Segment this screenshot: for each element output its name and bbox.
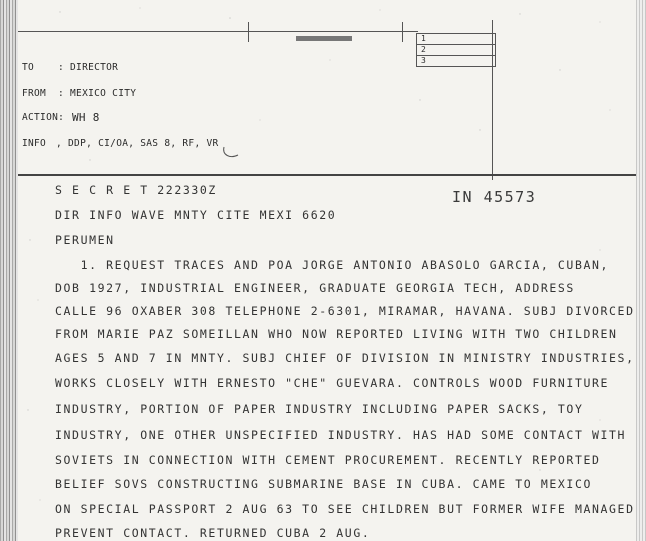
to-label: TO (22, 62, 35, 73)
address-line: DIR INFO WAVE MNTY CITE MEXI 6620 (55, 208, 337, 222)
info-label: INFO (22, 138, 47, 149)
form-divider-mid (402, 22, 403, 42)
form-top-rule (18, 31, 418, 32)
message-line-7: INDUSTRY, PORTION OF PAPER INDUSTRY INCLUDING PAPER SACKS, TOY (55, 402, 584, 416)
message-line-6: WORKS CLOSELY WITH ERNESTO "CHE" GUEVARA. CONTROLS WOOD FURNITURE (55, 376, 610, 390)
classification-line: S E C R E T 222330Z (55, 183, 217, 197)
cable-number: IN 45573 (452, 188, 537, 206)
info-value: , DDP, CI/OA, SAS 8, RF, VR (56, 138, 219, 149)
scan-right-edge (636, 0, 646, 541)
classification-redaction-bar (296, 36, 352, 41)
message-line-2: DOB 1927, INDUSTRIAL ENGINEER, GRADUATE GEORGIA TECH, ADDRESS (55, 281, 575, 295)
message-line-11: ON SPECIAL PASSPORT 2 AUG 63 TO SEE CHILDREN BUT FORMER WIFE MANAGED (55, 502, 635, 516)
message-line-9: SOVIETS IN CONNECTION WITH CEMENT PROCUREMENT. RECENTLY REPORTED (55, 453, 601, 467)
message-line-4: FROM MARIE PAZ SOMEILLAN WHO NOW REPORTED LIVING WITH TWO CHILDREN (55, 327, 618, 341)
message-line-10: BELIEF SOVS CONSTRUCTING SUBMARINE BASE IN CUBA. CAME TO MEXICO (55, 477, 592, 491)
scan-left-edge (0, 0, 18, 541)
message-line-5: AGES 5 AND 7 IN MNTY. SUBJ CHIEF OF DIVISION IN MINISTRY INDUSTRIES, (55, 351, 635, 365)
message-line-12: PREVENT CONTACT. RETURNED CUBA 2 AUG. (55, 526, 371, 540)
header-bottom-rule (18, 174, 636, 176)
routing-row-2: 2 (416, 45, 496, 56)
message-line-1: 1. REQUEST TRACES AND POA JORGE ANTONIO ABASOLO GARCIA, CUBAN, (55, 258, 610, 272)
to-value: : DIRECTOR (58, 62, 119, 73)
crypt-line: PERUMEN (55, 233, 115, 247)
routing-box (416, 33, 496, 67)
form-divider-left (248, 22, 249, 42)
action-label: ACTION: (22, 112, 65, 123)
message-line-8: INDUSTRY, ONE OTHER UNSPECIFIED INDUSTRY. HAS HAD SOME CONTACT WITH (55, 428, 627, 442)
right-vertical-rule (492, 20, 493, 180)
handwritten-mark (220, 143, 246, 161)
routing-row-1: 1 (416, 33, 496, 45)
action-value: WH 8 (72, 111, 100, 124)
from-value: : MEXICO CITY (58, 88, 137, 99)
routing-row-3: 3 (416, 56, 496, 67)
message-line-3: CALLE 96 OXABER 308 TELEPHONE 2-6301, MIRAMAR, HAVANA. SUBJ DIVORCED (55, 304, 635, 318)
from-label: FROM (22, 88, 47, 99)
